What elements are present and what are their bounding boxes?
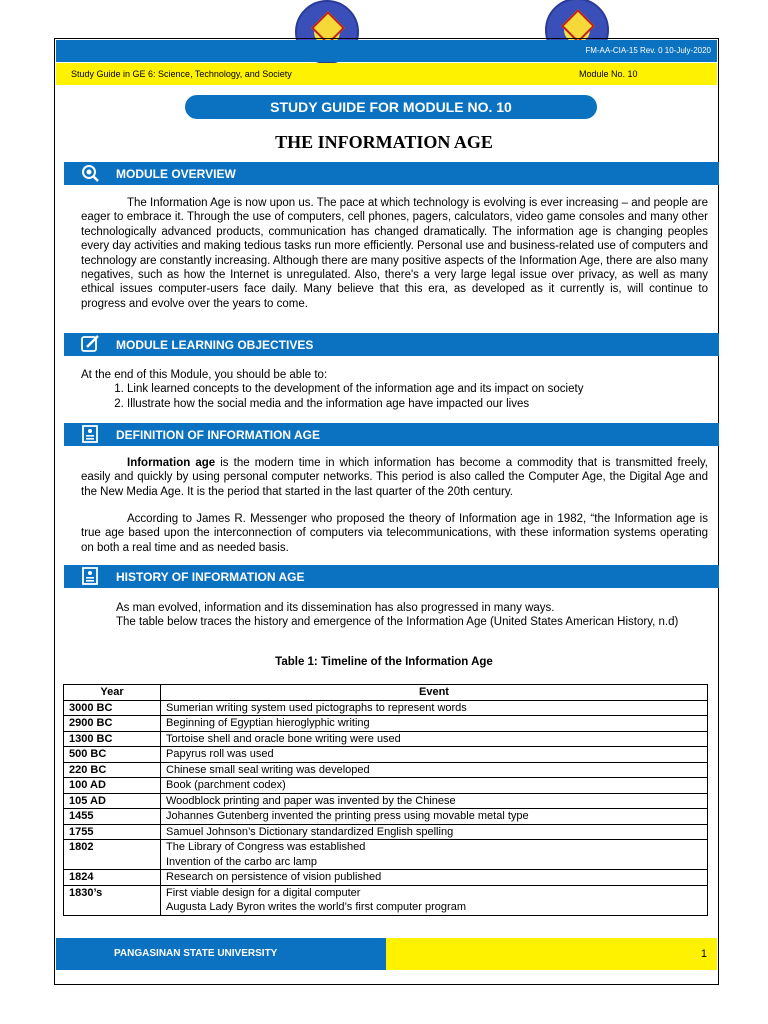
event-line: Tortoise shell and oracle bone writing were used	[166, 732, 401, 745]
timeline-table	[63, 684, 708, 916]
section-header-overview	[64, 162, 719, 185]
event-line: The Library of Congress was established	[166, 841, 366, 853]
event-cell	[161, 885, 708, 915]
document-icon	[80, 424, 100, 444]
event-cell	[161, 824, 708, 840]
column-header: Event	[161, 685, 708, 701]
event-cell	[161, 747, 708, 763]
table-row	[64, 700, 708, 716]
event-cell	[161, 716, 708, 732]
table-header-row	[64, 685, 708, 701]
column-header: Year	[64, 685, 161, 701]
table-row	[64, 885, 708, 915]
year-cell: 500 BC	[64, 747, 161, 763]
messenger-paragraph: According to James R. Messenger who proposed the theory of Information age in 1982, “the Information age is true age based upon the interconnection of computers via telecommunications, with these information systems operating on both a real time and as needed basis.	[81, 513, 708, 554]
university-name: PANGASINAN STATE UNIVERSITY	[114, 948, 278, 959]
year-cell: 3000 BC	[64, 700, 161, 716]
history-text: The table below traces the history and emergence of the Information Age (United States American History, n.d)	[116, 616, 679, 629]
event-cell	[161, 793, 708, 809]
event-cell	[161, 762, 708, 778]
form-code-bar	[56, 40, 717, 62]
event-line: Woodblock printing and paper was invented by the Chinese	[166, 794, 456, 807]
table-row	[64, 824, 708, 840]
event-cell	[161, 840, 708, 870]
history-text: As man evolved, information and its dissemination has also progressed in many ways.	[116, 602, 555, 614]
form-code: FM-AA-CIA-15 Rev. 0 10-July-2020	[585, 46, 711, 55]
section-title: MODULE OVERVIEW	[116, 167, 236, 181]
history-paragraph	[81, 601, 708, 630]
year-cell: 1455	[64, 809, 161, 825]
event-line: First viable design for a digital computer	[166, 886, 361, 899]
section-title: MODULE LEARNING OBJECTIVES	[116, 338, 314, 352]
section-title: DEFINITION OF INFORMATION AGE	[116, 428, 320, 442]
event-line: Research on persistence of vision published	[166, 871, 382, 883]
year-cell: 1300 BC	[64, 731, 161, 747]
definition-text: is the modern time in which information has become a commodity that is transmitted freely, easily and quickly by using personal computer networks. This period is also called the Computer Age, the Digital Age and the New Media Age. It is the period that started in the last quarter of the 20th century.	[81, 457, 708, 498]
event-cell	[161, 809, 708, 825]
course-name: Study Guide in GE 6: Science, Technology, and Society	[71, 69, 292, 79]
year-cell: 1802	[64, 840, 161, 870]
overview-paragraph: The Information Age is now upon us. The pace at which technology is evolving is ever increasing – and people are eager to embrace it. Through the use of computers, cell phones, pagers, calculators, video game consoles and many other technologically advanced products, communication has changed dramatically. The information age is changing peoples every day activities and making tedious tasks run more efficiently. Personal use and business-related use of computers and technology are constantly increasing. Although there are many positive aspects of the Information Age, there are also many negatives, such as how the Internet is unregulated. Also, there's a very large legal issue over privacy, as well as many ethical issues computer-users face daily. Many believe that this era, as developed as it currently is, will continue to progress and evolve over the years to come.	[81, 197, 708, 310]
objective-item: 2. Illustrate how the social media and the information age have impacted our lives	[127, 397, 708, 411]
event-line: Augusta Lady Byron writes the world’s first computer program	[166, 901, 466, 913]
objectives-list	[81, 382, 708, 411]
section-header-definition	[64, 423, 719, 446]
table-row	[64, 747, 708, 763]
section-header-objectives	[64, 333, 719, 356]
year-cell: 1824	[64, 870, 161, 886]
footer-page-bar	[386, 938, 717, 970]
course-bar	[56, 63, 717, 85]
page-number: 1	[700, 948, 707, 960]
table-row	[64, 716, 708, 732]
event-line: Sumerian writing system used pictographs to represent words	[166, 701, 467, 714]
event-cell	[161, 870, 708, 886]
table-row	[64, 870, 708, 886]
section-header-history	[64, 565, 719, 588]
event-line: Chinese small seal writing was developed	[166, 763, 370, 776]
table-row	[64, 840, 708, 870]
event-line: Johannes Gutenberg invented the printing press using movable metal type	[166, 810, 529, 822]
year-cell: 220 BC	[64, 762, 161, 778]
year-cell: 105 AD	[64, 793, 161, 809]
event-line: Book (parchment codex)	[166, 779, 286, 791]
pencil-icon	[80, 334, 100, 354]
event-line: Papyrus roll was used	[166, 748, 274, 760]
event-cell	[161, 778, 708, 794]
module-number: Module No. 10	[579, 69, 638, 79]
defined-term: Information age	[127, 457, 216, 469]
table-row	[64, 793, 708, 809]
year-cell: 100 AD	[64, 778, 161, 794]
year-cell: 1755	[64, 824, 161, 840]
study-guide-banner: STUDY GUIDE FOR MODULE NO. 10	[185, 95, 597, 119]
section-title: HISTORY OF INFORMATION AGE	[116, 570, 305, 584]
table-row	[64, 762, 708, 778]
event-cell	[161, 731, 708, 747]
objectives-block	[81, 368, 708, 411]
table-row	[64, 809, 708, 825]
definition-paragraph	[81, 456, 708, 499]
objective-item: 1. Link learned concepts to the development of the information age and its impact on society	[127, 382, 708, 396]
event-line: Beginning of Egyptian hieroglyphic writing	[166, 717, 370, 729]
table-row	[64, 778, 708, 794]
event-line: Invention of the carbo arc lamp	[166, 855, 318, 868]
year-cell: 2900 BC	[64, 716, 161, 732]
footer-university-bar	[56, 938, 386, 970]
year-cell: 1830’s	[64, 885, 161, 915]
magnifier-icon	[80, 163, 100, 183]
table-row	[64, 731, 708, 747]
event-line: Samuel Johnson’s Dictionary standardized English spelling	[166, 825, 454, 838]
objectives-intro: At the end of this Module, you should be able to:	[81, 369, 328, 381]
event-cell	[161, 700, 708, 716]
table-caption: Table 1: Timeline of the Information Age	[275, 656, 493, 668]
table-body	[64, 700, 708, 915]
page-title: THE INFORMATION AGE	[275, 132, 493, 152]
document-icon	[80, 566, 100, 586]
